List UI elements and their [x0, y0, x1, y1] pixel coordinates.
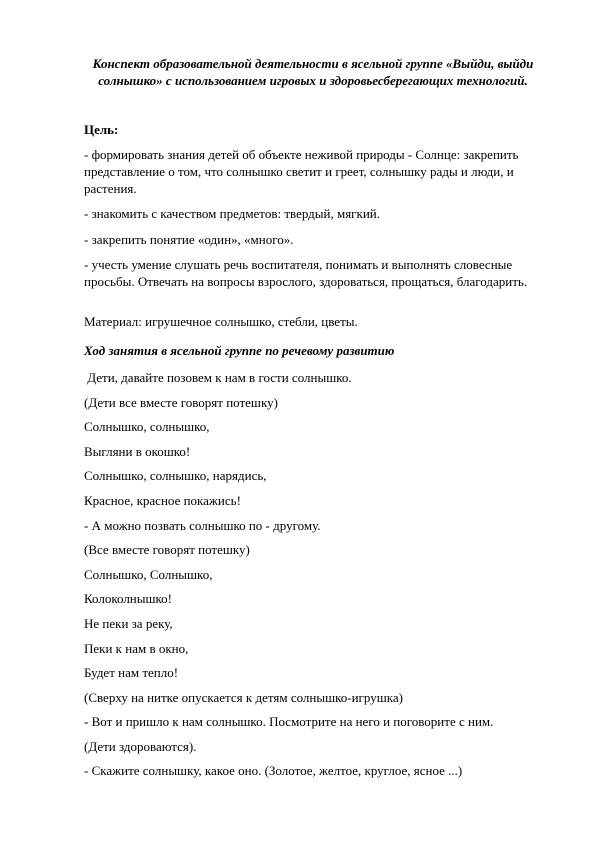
lesson-line: Не пеки за реку, — [84, 616, 173, 631]
material-line: Материал: игрушечное солнышко, стебли, цветы. — [84, 314, 358, 329]
document-title: Конспект образовательной деятельности в ясельной группе «Выйди, выйди солнышко» с использованием игровых и здоровьесберегающих технологий. — [92, 56, 534, 88]
lesson-line: (Все вместе говорят потешку) — [84, 542, 250, 557]
lesson-line: Будет нам тепло! — [84, 665, 179, 680]
lesson-line: Пеки к нам в окно, — [84, 641, 189, 656]
lesson-line: - Скажите солнышку, какое оно. (Золотое, желтое, круглое, ясное ...) — [84, 763, 463, 778]
lesson-line: Колоколнышко! — [84, 591, 172, 606]
goal-item: - формировать знания детей об объекте неживой природы - Солнце: закрепить представление о том, что солнышко светит и греет, солнышку рады и люди, и растения. — [84, 147, 519, 196]
lesson-line: Солнышко, солнышко, нарядись, — [84, 468, 267, 483]
goal-item: - знакомить с качеством предметов: твердый, мягкий. — [84, 206, 380, 221]
lesson-heading: Ход занятия в ясельной группе по речевому развитию — [84, 343, 395, 358]
lesson-line: - А можно позвать солнышко по - другому. — [84, 518, 321, 533]
lesson-line: (Сверху на нитке опускается к детям солнышко-игрушка) — [84, 690, 403, 705]
goal-item: - закрепить понятие «один», «много». — [84, 232, 294, 247]
lesson-line: Красное, красное покажись! — [84, 493, 241, 508]
lesson-line: (Дети все вместе говорят потешку) — [84, 395, 278, 410]
lesson-line: Солнышко, Солнышко, — [84, 567, 213, 582]
lesson-line: Дети, давайте позовем к нам в гости солнышко. — [84, 370, 352, 385]
lesson-line: Выгляни в окошко! — [84, 444, 191, 459]
lesson-line: - Вот и пришло к нам солнышко. Посмотрите на него и поговорите с ним. — [84, 714, 494, 729]
goal-item: - учесть умение слушать речь воспитателя, понимать и выполнять словесные просьбы. Отвечать на вопросы взрослого, здороваться, прощаться, благодарить. — [84, 257, 528, 289]
goal-heading: Цель: — [84, 122, 119, 137]
lesson-line: (Дети здороваются). — [84, 739, 197, 754]
lesson-line: Солнышко, солнышко, — [84, 419, 210, 434]
